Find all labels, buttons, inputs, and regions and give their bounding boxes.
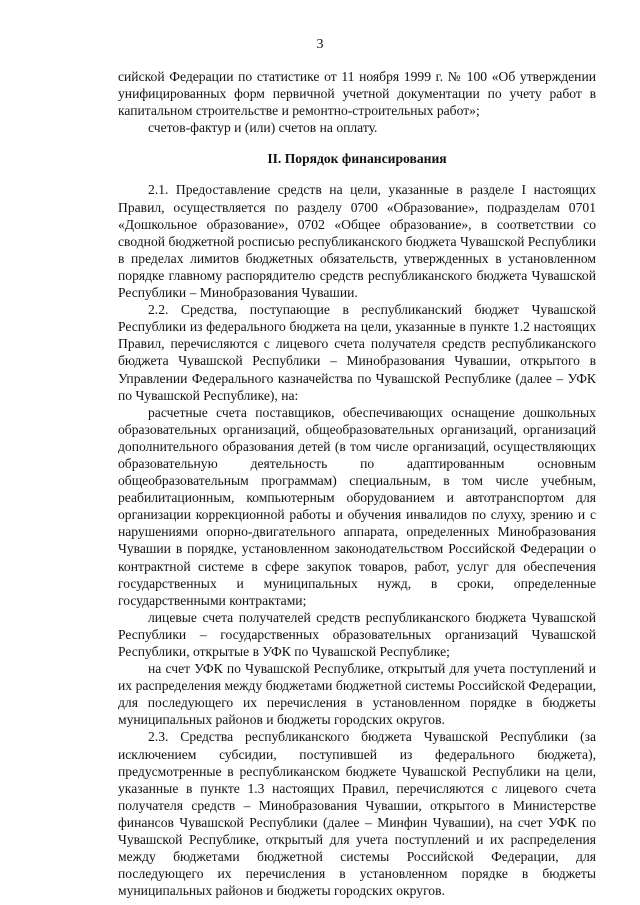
page-number: 3: [316, 37, 324, 52]
paragraph-2-3: 2.3. Средства республиканского бюджета Чувашской Республики (за исключением субсидии, поступившей из федерального бюджета), предусмотренные в республиканском бюджете Чувашской Республики на цели, указанные в пункте 1.3 настоящих Правил, перечисляются с лицевого счета получателя средств – Минобразования Чувашии, открытого в Министерстве финансов Чувашской Республики (далее – Минфин Чувашии), на счет УФК по Чувашской Республике, открытый для учета поступлений и их распределения между бюджетами бюджетной системы Российской Федерации, для последующего их перечисления в установленном порядке в бюджеты муниципальных районов и бюджеты городских округов.: [118, 729, 596, 899]
paragraph-2-2-ufk-account: на счет УФК по Чувашской Республике, открытый для учета поступлений и их распределения между бюджетами бюджетной системы Российской Федерации, для последующего их перечисления в установленном порядке в бюджеты муниципальных районов и бюджеты городских округов.: [118, 661, 596, 728]
paragraph-2-2: 2.2. Средства, поступающие в республиканский бюджет Чувашской Республики из федерального бюджета на цели, указанные в пункте 1.2 настоящих Правил, перечисляются с лицевого счета получателя средств республиканского бюджета Чувашской Республики – Минобразования Чувашии, открытого в Управлении Федерального казначейства по Чувашской Республике (далее – УФК по Чувашской Республике), на:: [118, 302, 596, 403]
paragraph-2-1: 2.1. Предоставление средств на цели, указанные в разделе I настоящих Правил, осуществляется по разделу 0700 «Образование», подразделам 0701 «Дошкольное образование», 0702 «Общее образование», в соответствии со сводной бюджетной росписью республиканского бюджета Чувашской Республики в пределах лимитов бюджетных обязательств, утвержденных в установленном порядке главному распорядителю средств республиканского бюджета Чувашской Республики – Минобразования Чувашии.: [118, 182, 596, 301]
paragraph-continuation: сийской Федерации по статистике от 11 ноября 1999 г. № 100 «Об утверждении унифицированных форм первичной учетной документации по учету работ в капитальном строительстве и ремонтно-строительных работ»;: [118, 69, 596, 119]
paragraph-invoices: счетов-фактур и (или) счетов на оплату.: [148, 120, 378, 136]
document-body: [118, 68, 596, 899]
section-title: II. Порядок финансирования: [267, 151, 447, 167]
paragraph-2-2-personal-accounts: лицевые счета получателей средств республиканского бюджета Чувашской Республики – государственных образовательных организаций Чувашской Республики, открытые в УФК по Чувашской Республике;: [118, 609, 596, 659]
paragraph-2-2-settlement-accounts: расчетные счета поставщиков, обеспечивающих оснащение дошкольных образовательных организаций, общеобразовательных организаций, организаций дополнительного образования детей (в том числе организаций, осуществляющих образовательную деятельность по адаптированным основным общеобразовательным программам) специальным, в том числе учебным, реабилитационным, компьютерным оборудованием и автотранспортом для организации коррекционной работы и обучения инвалидов по слуху, зрению и с нарушениями опорно-двигательного аппарата, определенных Минобразования Чувашии в порядке, установленном законодательством Российской Федерации о контрактной системе в сфере закупок товаров, работ, услуг для обеспечения государственных и муниципальных нужд, в сроки, определенные государственными контрактами;: [118, 404, 596, 608]
